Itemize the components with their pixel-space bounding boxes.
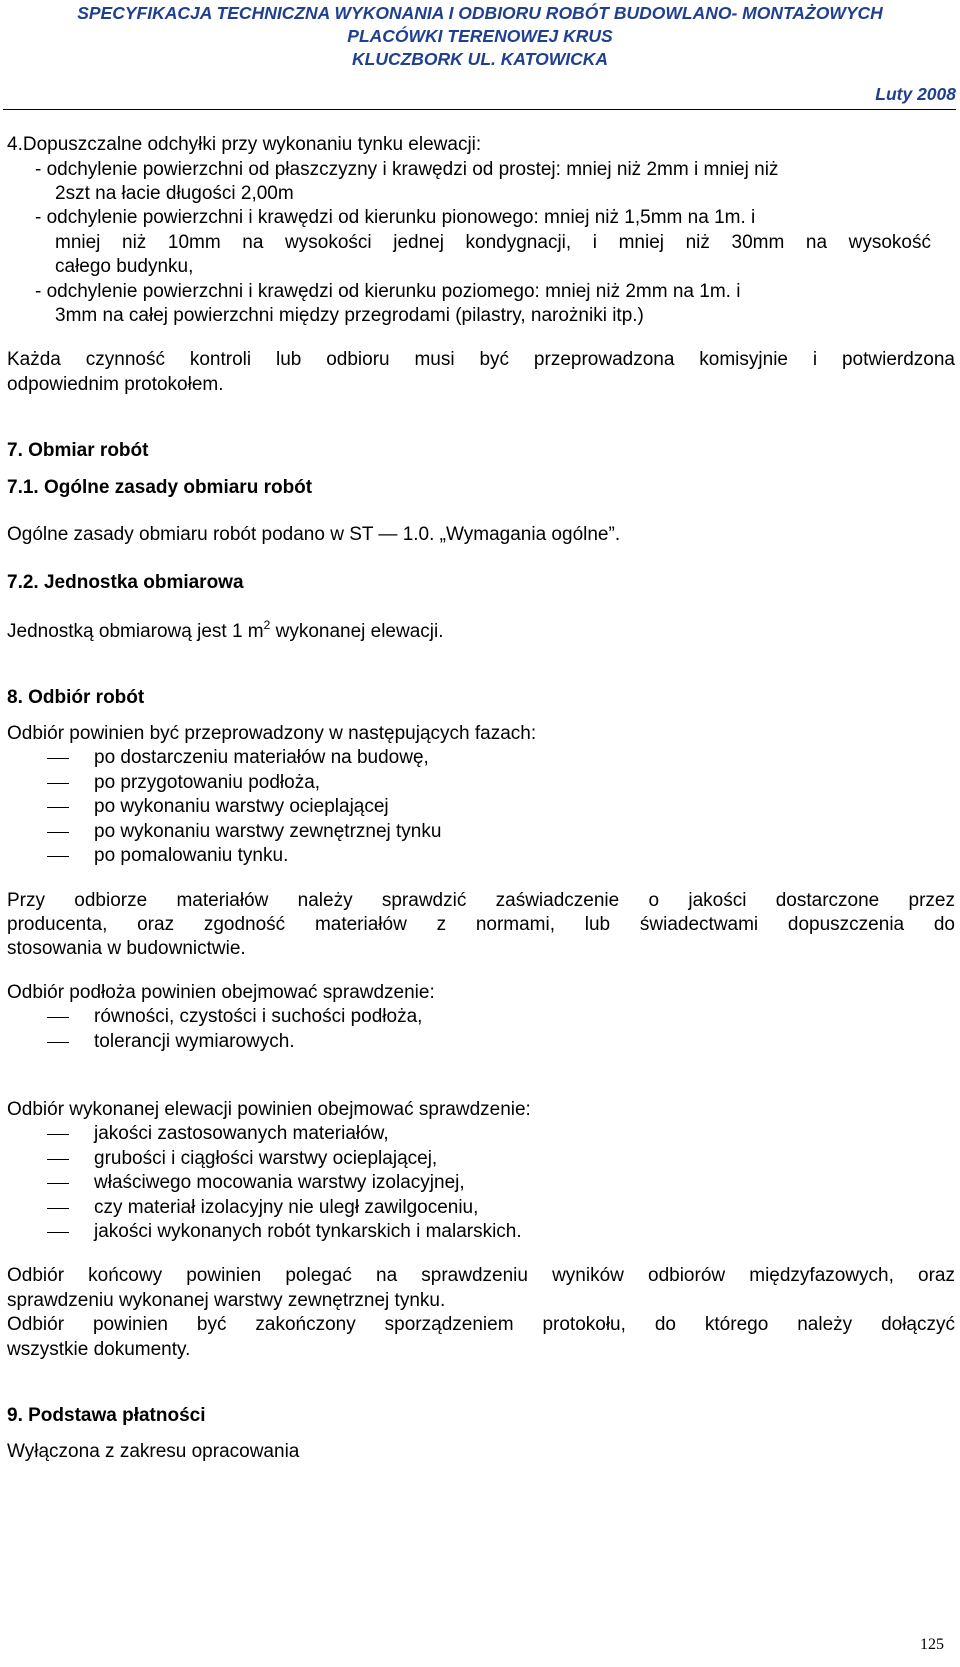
tolerance-3-line-1: - odchylenie powierzchni i krawędzi od kierunku poziomego: mniej niż 2mm na 1m. i xyxy=(35,281,741,302)
list-dash xyxy=(47,758,69,759)
materials-paragraph-line-3: stosowania w budownictwie. xyxy=(7,938,246,959)
materials-paragraph-line-2: producenta, oraz zgodność materiałów z normami, lub świadectwami dopuszczenia do xyxy=(7,914,955,935)
substrate-check-1: równości, czystości i suchości podłoża, xyxy=(94,1006,423,1027)
tolerance-2-line-3: całego budynku, xyxy=(55,256,194,277)
phase-item-2: po przygotowaniu podłoża, xyxy=(94,772,321,793)
protocol-line-1: Odbiór powinien być zakończony sporządzeniem protokołu, do którego należy dołączyć xyxy=(7,1314,955,1335)
list-dash xyxy=(47,783,69,784)
list-dash xyxy=(47,1159,69,1160)
header-line-2: PLACÓWKI TERENOWEJ KRUS xyxy=(347,26,613,46)
section-7-1-title: 7.1. Ogólne zasady obmiaru robót xyxy=(7,477,313,498)
phase-item-3: po wykonaniu warstwy ocieplającej xyxy=(94,796,389,817)
final-acceptance-line-1: Odbiór końcowy powinien polegać na sprawdzeniu wyników odbiorów międzyfazowych, oraz xyxy=(7,1265,955,1286)
list-dash xyxy=(47,1232,69,1233)
phase-item-5: po pomalowaniu tynku. xyxy=(94,845,289,866)
facade-check-5: jakości wykonanych robót tynkarskich i malarskich. xyxy=(94,1221,522,1242)
section-8-intro: Odbiór powinien być przeprowadzony w następujących fazach: xyxy=(7,723,537,744)
facade-check-4: czy materiał izolacyjny nie uległ zawilgoceniu, xyxy=(94,1197,479,1218)
list-dash xyxy=(47,1208,69,1209)
protocol-line-2: wszystkie dokumenty. xyxy=(7,1339,191,1360)
section-9-text: Wyłączona z zakresu opracowania xyxy=(7,1441,300,1462)
section-9-title: 9. Podstawa płatności xyxy=(7,1405,206,1426)
materials-paragraph-line-1: Przy odbiorze materiałów należy sprawdzić zaświadczenie o jakości dostarczone przez xyxy=(7,890,955,911)
header-rule xyxy=(3,109,956,110)
page-number: 125 xyxy=(920,1636,944,1653)
facade-check-1: jakości zastosowanych materiałów, xyxy=(94,1123,389,1144)
tolerance-3-line-2: 3mm na całej powierzchni między przegrodami (pilastry, narożniki itp.) xyxy=(55,305,644,326)
superscript-2: 2 xyxy=(263,618,271,632)
list-dash xyxy=(47,856,69,857)
list-dash xyxy=(47,832,69,833)
tolerance-2-line-2: mniej niż 10mm na wysokości jednej kondygnacji, i mniej niż 30mm na wysokość xyxy=(55,232,931,253)
tolerance-2-line-1: - odchylenie powierzchni i krawędzi od kierunku pionowego: mniej niż 1,5mm na 1m. i xyxy=(35,207,756,228)
control-paragraph-line-2: odpowiednim protokołem. xyxy=(7,374,224,395)
section-8-title: 8. Odbiór robót xyxy=(7,687,145,708)
list-dash xyxy=(47,1042,69,1043)
substrate-check-2: tolerancji wymiarowych. xyxy=(94,1031,295,1052)
section-7-1-text: Ogólne zasady obmiaru robót podano w ST — 1.0. „Wymagania ogólne”. xyxy=(7,524,621,545)
phase-item-4: po wykonaniu warstwy zewnętrznej tynku xyxy=(94,821,442,842)
tolerance-1-line-1: - odchylenie powierzchni od płaszczyzny i krawędzi od prostej: mniej niż 2mm i mniej niż xyxy=(35,159,779,180)
list-dash xyxy=(47,1017,69,1018)
section-7-2-text: Jednostką obmiarową jest 1 $m^2$ wykonanej elewacji. xyxy=(7,618,444,642)
section-7-2-title: 7.2. Jednostka obmiarowa xyxy=(7,572,244,593)
tolerance-1-line-2: 2szt na łacie długości 2,00m xyxy=(55,183,294,204)
substrate-intro: Odbiór podłoża powinien obejmować sprawdzenie: xyxy=(7,982,435,1003)
header-date: Luty 2008 xyxy=(875,84,956,104)
section-4-title: 4.Dopuszczalne odchyłki przy wykonaniu tynku elewacji: xyxy=(7,134,482,155)
facade-check-2: grubości i ciągłości warstwy ocieplającej, xyxy=(94,1148,438,1169)
list-dash xyxy=(47,807,69,808)
phase-item-1: po dostarczeniu materiałów na budowę, xyxy=(94,747,429,768)
control-paragraph-line-1: Każda czynność kontroli lub odbioru musi być przeprowadzona komisyjnie i potwierdzona xyxy=(7,349,955,370)
list-dash xyxy=(47,1183,69,1184)
final-acceptance-line-2: sprawdzeniu wykonanej warstwy zewnętrznej tynku. xyxy=(7,1290,446,1311)
facade-intro: Odbiór wykonanej elewacji powinien obejmować sprawdzenie: xyxy=(7,1099,531,1120)
facade-check-3: właściwego mocowania warstwy izolacyjnej, xyxy=(94,1172,465,1193)
header-line-3: KLUCZBORK UL. KATOWICKA xyxy=(352,49,608,69)
header-line-1: SPECYFIKACJA TECHNICZNA WYKONANIA I ODBIORU ROBÓT BUDOWLANO- MONTAŻOWYCH xyxy=(77,3,883,23)
section-7-title: 7. Obmiar robót xyxy=(7,440,149,461)
list-dash xyxy=(47,1134,69,1135)
